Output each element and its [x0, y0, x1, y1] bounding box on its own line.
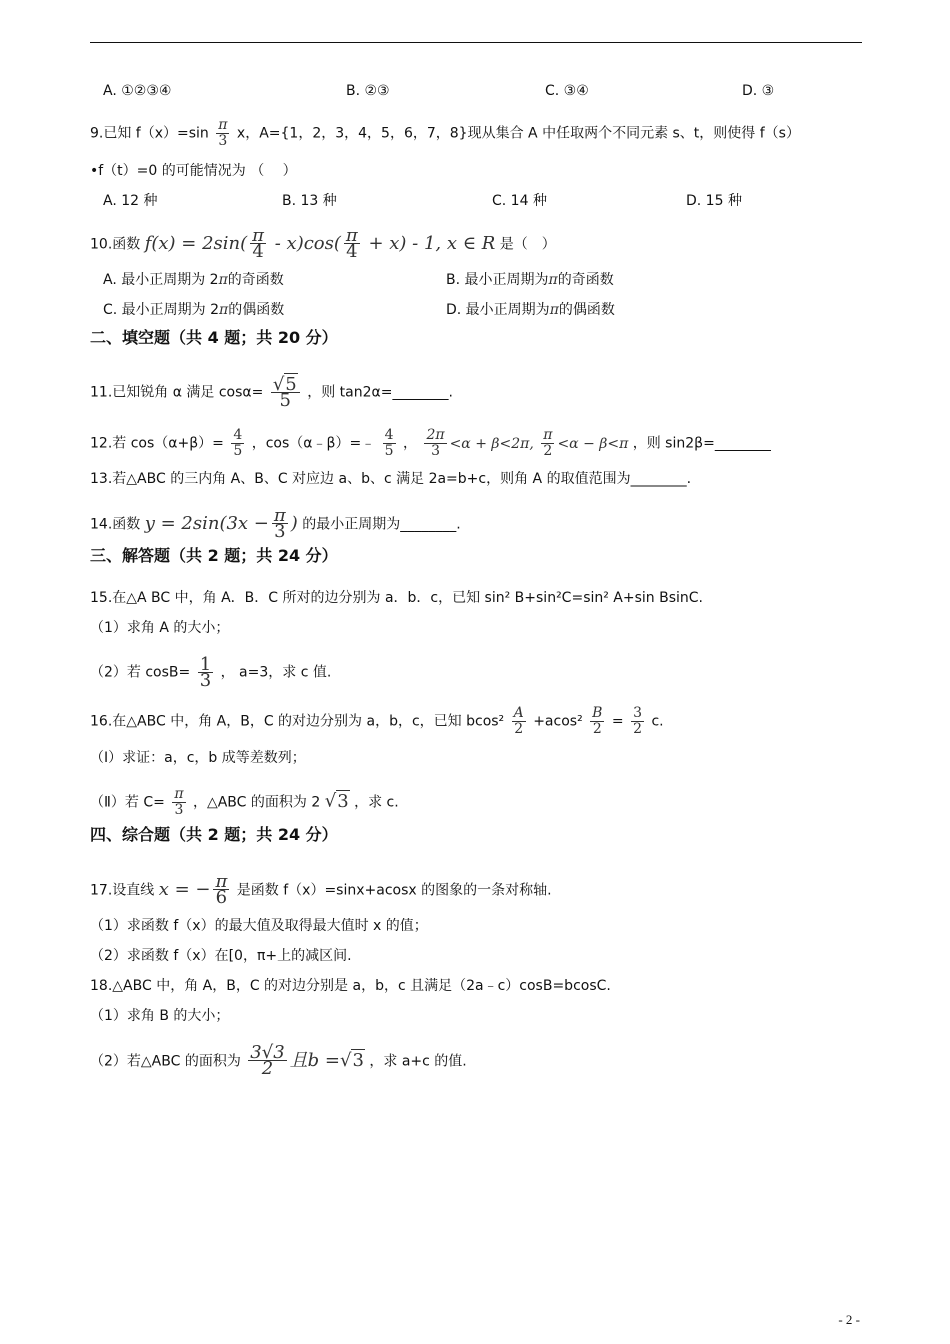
q12-range-1: $\frac{2\pi}{3}$ <α + β<2π,: [426, 427, 534, 459]
section-heading-comprehensive: 四、综合题（共 2 题；共 24 分）: [90, 825, 338, 844]
q12-range-2: $\frac{\pi}{2}$ <α − β<π: [543, 427, 629, 459]
question-9: [90, 118, 800, 149]
question-11: 11.已知锐角 α 满足 cosα= $\frac{√5}{5}$ ，则 tan2α=________.: [90, 374, 453, 411]
q16-part-2: （Ⅱ）若 C= $\frac{\pi}{3}$ ，△ABC 的面积为 2 √3 ，求 c.: [90, 786, 399, 818]
q10-option-d: D. 最小正周期为π的偶函数: [446, 302, 615, 318]
q18-part-2: （2）若△ABC 的面积为 $\frac{3√3}{2}$ 且b =√3 ，求 a+c 的值.: [90, 1042, 467, 1079]
q15-part-2: （2）若 cosB= $\frac{1}{3}$ ， a=3，求 c 值.: [90, 654, 332, 691]
question-13: 13.若△ABC 的三内角 A、B、C 对应边 a、b、c 满足 2a=b+c，则角 A 的取值范围为________.: [90, 471, 692, 487]
q18-part-1: （1）求角 B 的大小；: [90, 1008, 230, 1024]
q16-part-1: （Ⅰ）求证：a，c，b 成等差数列；: [90, 750, 306, 766]
header-rule: [90, 42, 862, 43]
question-12: 12.若 cos（α+β）= $\frac{4}{5}$ ，cos（α﹣β）=﹣ $\frac{4}{5}$ ， $\frac{2\pi}{3}$ <α + β<2π, $\frac{\pi}{2}$ <α − β<π ，则 sin2β=________: [90, 427, 771, 459]
q10-option-b: B. 最小正周期为π的奇函数: [446, 272, 614, 288]
q9-option-c: C. 14 种: [492, 193, 547, 209]
question-10: [90, 225, 556, 262]
q15-part-1: （1）求角 A 的大小；: [90, 620, 230, 636]
q17-part-1: （1）求函数 f（x）的最大值及取得最大值时 x 的值；: [90, 918, 428, 934]
question-17: 17.设直线 x = − $\frac{\pi}{6}$ 是函数 f（x）=sinx+acosx 的图象的一条对称轴.: [90, 871, 552, 908]
page-number: - 2 -: [838, 1312, 860, 1327]
q17-formula: x = − $\frac{\pi}{6}$: [158, 871, 228, 908]
q9-fraction: $\frac{\pi}{3}$: [218, 117, 228, 149]
q9-line-2: •f（t）=0 的可能情况为 （ ）: [90, 163, 297, 179]
q9-option-a: A. 12 种: [103, 193, 158, 209]
section-heading-answers: 三、解答题（共 2 题；共 24 分）: [90, 546, 338, 565]
q9-option-d: D. 15 种: [686, 193, 742, 209]
q8-option-d: D. ③: [742, 83, 775, 99]
question-16: 16.在△ABC 中，角 A，B，C 的对边分别为 a，b，c，已知 bcos² $\frac{A}{2}$ +acos² $\frac{B}{2}$ = $\frac{3}{2}$ c.: [90, 705, 664, 737]
q10-text-pre: 10.函数: [90, 236, 141, 253]
q11-fraction: $\frac{√5}{5}$: [271, 377, 300, 408]
question-15: 15.在△A BC 中，角 A．B．C 所对的边分别为 a．b．c，已知 sin² B+sin²C=sin² A+sin BsinC.: [90, 590, 704, 606]
question-18: 18.△ABC 中，角 A，B，C 的对边分别是 a，b，c 且满足（2a﹣c）cosB=bcosC.: [90, 978, 611, 994]
question-14: 14.函数 y = 2sin(3x − $\frac{\pi}{3}$ ) 的最小正周期为________.: [90, 505, 461, 542]
q10-option-a: A. 最小正周期为 2π的奇函数: [103, 272, 284, 288]
q10-option-c: C. 最小正周期为 2π的偶函数: [103, 302, 285, 318]
q8-option-b: B. ②③: [346, 83, 390, 99]
q9-option-b: B. 13 种: [282, 193, 337, 209]
q10-text-post: 是（ ）: [499, 236, 556, 253]
q9-text-mid: x，A={1，2，3，4，5，6，7，8}现从集合 A 中任取两个不同元素 s、t，则使得 f（s）: [236, 125, 800, 142]
section-heading-fill-in: 二、填空题（共 4 题；共 20 分）: [90, 328, 338, 347]
q9-text-pre: 9.已知 f（x）=sin: [90, 125, 209, 142]
q8-option-c: C. ③④: [545, 83, 589, 99]
q18-formula: $\frac{3√3}{2}$ 且b =√3: [250, 1042, 364, 1079]
q10-formula: f(x) = 2sin( $\frac{\pi}{4}$ - x)cos( $\frac{\pi}{4}$ + x) - 1, x ∈ R: [144, 225, 496, 262]
q14-formula: y = 2sin(3x − $\frac{\pi}{3}$ ): [144, 505, 298, 542]
q8-option-a: A. ①②③④: [103, 83, 172, 99]
q17-part-2: （2）求函数 f（x）在[0，π+上的减区间.: [90, 948, 352, 964]
